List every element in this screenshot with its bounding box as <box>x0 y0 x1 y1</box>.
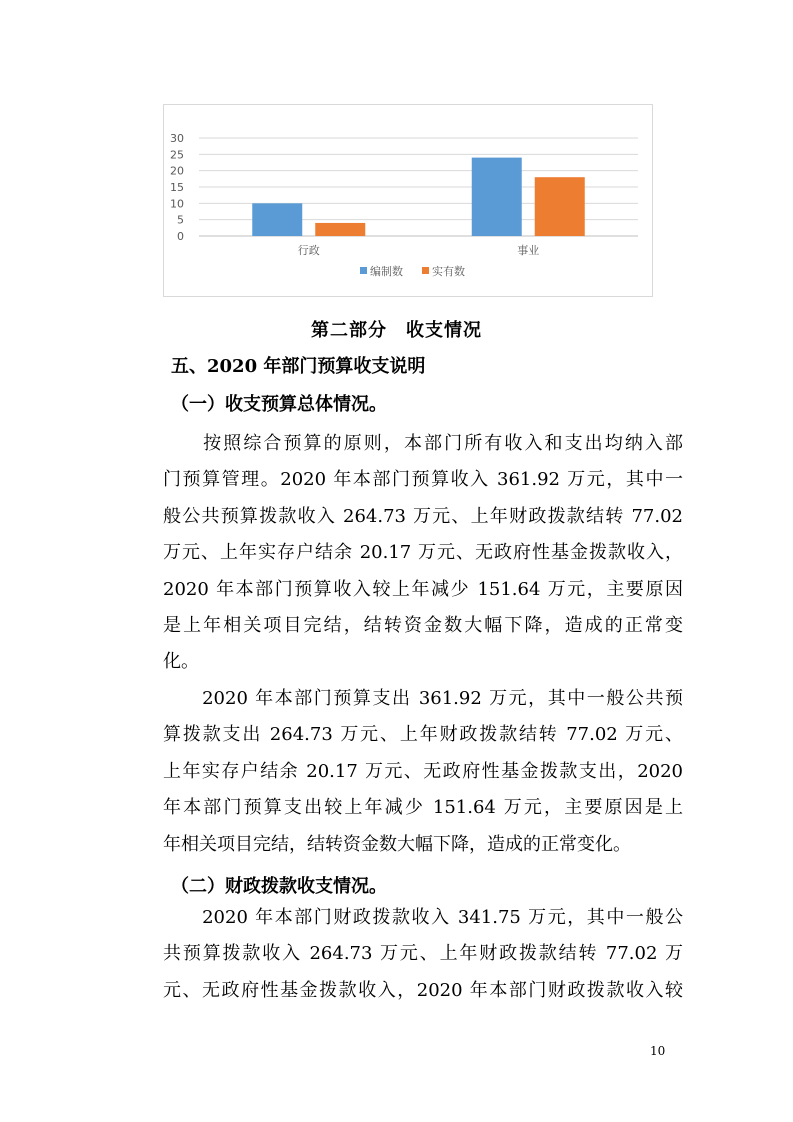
bar-0-1 <box>315 223 365 236</box>
section-title: 第二部分 收支情况 <box>311 320 482 341</box>
paragraph-line: 是上年相关项目完结，结转资金数大幅下降，造成的正常变 <box>163 615 683 637</box>
legend-swatch <box>422 267 429 274</box>
page-number: 10 <box>650 1044 666 1058</box>
paragraph-line: 年相关项目完结，结转资金数大幅下降，造成的正常变化。 <box>163 833 631 855</box>
staffing-bar-chart <box>163 104 653 297</box>
y-tick-label: 20 <box>170 164 184 178</box>
paragraph-expenditure <box>163 681 683 863</box>
bar-1-1 <box>535 177 585 236</box>
y-tick-label: 5 <box>177 213 184 227</box>
paragraph-overall-budget <box>163 426 683 681</box>
paragraph-line: 万元、上年实存户结余 20.17 万元、无政府性基金拨款收入， <box>163 542 683 564</box>
paragraph-line: 化。 <box>163 651 199 673</box>
paragraph-line: 2020 年本部门财政拨款收入 341.75 万元，其中一般公 <box>163 907 683 928</box>
legend-label: 编制数 <box>370 265 403 278</box>
paragraph-line: 共预算拨款收入 264.73 万元、上年财政拨款结转 77.02 万 <box>163 943 683 965</box>
heading-overall-budget: （一）收支预算总体情况。 <box>171 394 387 415</box>
y-tick-label: 25 <box>170 148 184 162</box>
paragraph-line: 2020 年本部门预算收入较上年减少 151.64 万元，主要原因 <box>163 578 683 600</box>
paragraph-line: 年本部门预算支出较上年减少 151.64 万元，主要原因是上 <box>163 797 683 819</box>
paragraph-line: 算拨款支出 264.73 万元、上年财政拨款结转 77.02 万元、 <box>163 724 683 746</box>
bar-0-0 <box>252 203 302 236</box>
chart-svg <box>164 105 652 296</box>
y-tick-label: 10 <box>170 197 184 211</box>
heading-fiscal-allocation: （二）财政拨款收支情况。 <box>171 876 387 897</box>
paragraph-line: 2020 年本部门预算支出 361.92 万元，其中一般公共预 <box>163 688 683 709</box>
y-tick-label: 15 <box>170 181 184 194</box>
bar-1-0 <box>472 158 522 236</box>
paragraph-line: 上年实存户结余 20.17 万元、无政府性基金拨款支出，2020 <box>163 760 683 782</box>
paragraph-fiscal-allocation <box>163 900 683 1009</box>
legend-label: 实有数 <box>432 265 465 278</box>
x-tick-label: 事业 <box>517 244 540 257</box>
x-tick-label: 行政 <box>297 244 320 257</box>
paragraph-line: 元、无政府性基金拨款收入，2020 年本部门财政拨款收入较 <box>163 979 683 1001</box>
paragraph-line: 般公共预算拨款收入 264.73 万元、上年财政拨款结转 77.02 <box>163 505 683 527</box>
y-tick-label: 30 <box>170 132 184 145</box>
heading-budget-explanation: 五、2020 年部门预算收支说明 <box>171 356 426 377</box>
paragraph-line: 按照综合预算的原则，本部门所有收入和支出均纳入部 <box>163 433 683 454</box>
legend-swatch <box>360 267 367 274</box>
y-tick-label: 0 <box>177 230 184 243</box>
paragraph-line: 门预算管理。2020 年本部门预算收入 361.92 万元，其中一 <box>163 469 683 491</box>
